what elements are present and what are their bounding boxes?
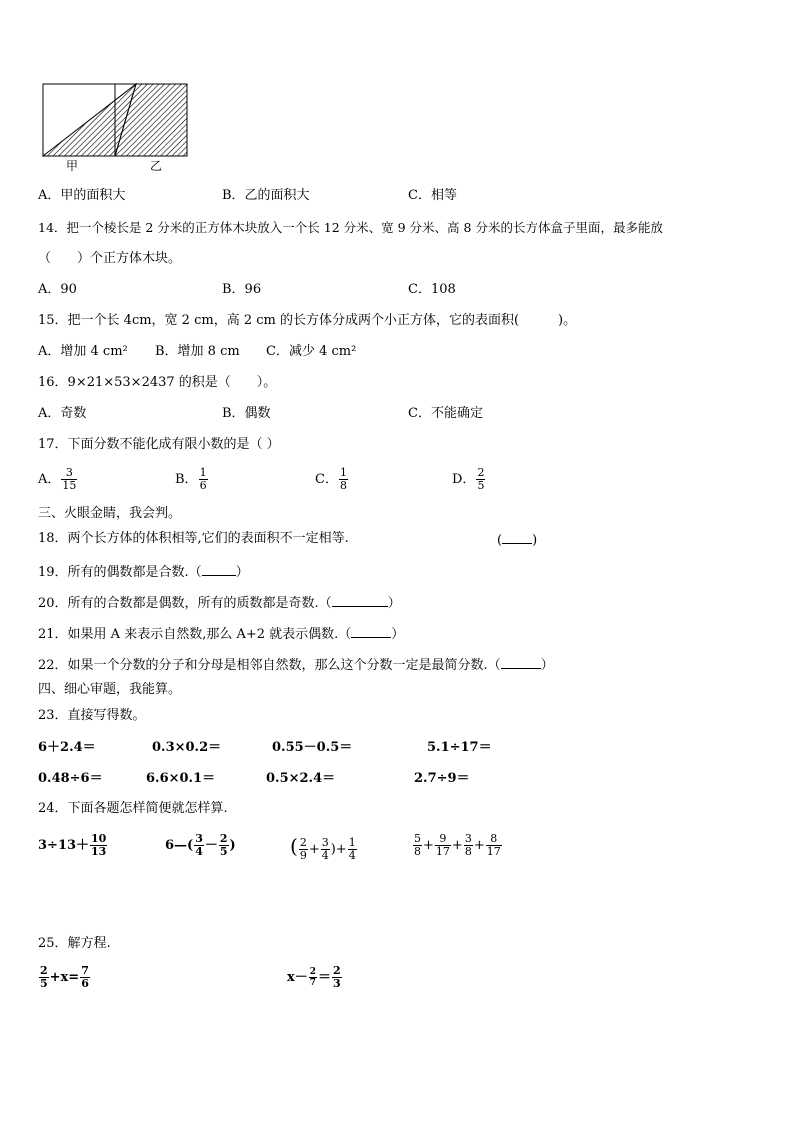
q14-text-1: 14．把一个棱长是 2 分米的正方体木块放入一个长 12 分米、宽 9 分米、高 8 分米的长方体盒子里面，最多能放: [38, 220, 663, 235]
q16-text: 16．9×21×53×2437 的积是（ ）。: [38, 375, 277, 390]
section-4-heading: 四、细心审题，我能算。: [38, 682, 182, 697]
q23-r1-c3: 0.55－0.5＝: [272, 740, 353, 755]
q17-option-a[interactable]: [38, 465, 78, 495]
area-figure: [38, 80, 198, 175]
q24-e3-frac-2: $\frac{3}{4}$: [321, 836, 329, 862]
q24-expr-3: ( $\frac{2}{9}$ + $\frac{3}{4}$ )+ $\frac{1}{4}$: [290, 834, 356, 862]
q24-e3-frac-3: $\frac{1}{4}$: [348, 836, 356, 862]
q17-option-c-fraction: $\frac{1}{8}$: [339, 466, 347, 492]
q13-option-c[interactable]: C．相等: [408, 188, 457, 203]
q23-r2-c3: 0.5×2.4＝: [266, 771, 336, 786]
q15-text: 15．把一个长 4cm，宽 2 cm，高 2 cm 的长方体分成两个小正方体，它的表面积( )。: [38, 313, 577, 328]
q14-text-2: （ ）个正方体木块。: [38, 251, 182, 266]
q24-e4-frac-3: $\frac{3}{8}$: [464, 832, 472, 858]
q23-r2-c2: 6.6×0.1＝: [146, 771, 216, 786]
q20-answer-blank[interactable]: [332, 594, 388, 607]
q14-option-a[interactable]: A．90: [38, 282, 77, 297]
q23-r2-c4: 2.7÷9＝: [414, 771, 470, 786]
q17-option-d-fraction: $\frac{2}{5}$: [477, 466, 485, 492]
q25-eq1-frac-1: $\frac{2}{5}$: [40, 964, 48, 990]
q21-answer-blank[interactable]: [351, 625, 391, 638]
q16-option-a[interactable]: A．奇数: [38, 406, 87, 421]
q13-option-a[interactable]: A．甲的面积大: [38, 188, 126, 203]
q16-option-b[interactable]: B．偶数: [222, 406, 271, 421]
q24-expr-2: 6—( $\frac{3}{4}$ － $\frac{2}{5}$ ): [165, 832, 236, 858]
q17-option-d-label: D．: [452, 472, 476, 487]
q24-expr-1: 3÷13＋ $\frac{10}{13}$: [38, 832, 107, 858]
q21-text: 21．如果用 A 来表示自然数,那么 A+2 就表示偶数.（ ）: [38, 627, 405, 642]
q25-eq1-frac-2: $\frac{7}{6}$: [81, 964, 89, 990]
q17-option-c[interactable]: [315, 465, 349, 495]
q19-answer-blank[interactable]: [202, 563, 236, 576]
q14-option-c[interactable]: C．108: [408, 282, 456, 297]
q24-e1-frac: $\frac{10}{13}$: [91, 832, 107, 858]
q15-option-c[interactable]: C．减少 4 cm²: [266, 344, 357, 359]
q20-text: 20．所有的合数都是偶数，所有的质数都是奇数.（ ）: [38, 596, 401, 611]
q24-expr-4: $\frac{5}{8}$ + $\frac{9}{17}$ + $\frac{3}{8}$ + $\frac{8}{17}$: [414, 832, 501, 858]
q25-equation-1: $\frac{2}{5}$ +x= $\frac{7}{6}$: [40, 964, 89, 990]
q25-equation-2: x－ $\frac{2}{7}$ ＝ $\frac{2}{3}$: [287, 964, 341, 990]
q23-title: 23．直接写得数。: [38, 708, 146, 723]
q24-e2-frac-1: $\frac{3}{4}$: [195, 832, 203, 858]
q17-option-a-fraction: $\frac{3}{15}$: [62, 466, 77, 492]
q24-e3-frac-1: $\frac{2}{9}$: [299, 836, 307, 862]
q19-text: 19．所有的偶数都是合数.（ ）: [38, 565, 249, 580]
q17-option-b[interactable]: [175, 465, 209, 495]
q23-r1-c4: 5.1÷17＝: [427, 740, 492, 755]
q17-text: 17．下面分数不能化成有限小数的是（ ）: [38, 437, 280, 452]
q25-eq2-frac-2: $\frac{2}{3}$: [333, 964, 341, 990]
q23-r2-c1: 0.48÷6＝: [38, 771, 103, 786]
label-jia: 甲: [66, 159, 79, 173]
q18-answer-blank[interactable]: ( ): [497, 533, 538, 548]
label-yi: 乙: [150, 159, 163, 173]
q15-option-a[interactable]: A．增加 4 cm²: [38, 344, 128, 359]
q22-answer-blank[interactable]: [501, 656, 541, 669]
q17-option-a-label: A．: [38, 472, 61, 487]
q23-r1-c1: 6＋2.4＝: [38, 740, 96, 755]
q22-text: 22．如果一个分数的分子和分母是相邻自然数，那么这个分数一定是最简分数.（ ）: [38, 658, 554, 673]
q18-text: 18．两个长方体的体积相等,它们的表面积不一定相等.: [38, 531, 349, 546]
q23-r1-c2: 0.3×0.2＝: [152, 740, 222, 755]
q13-option-b[interactable]: B．乙的面积大: [222, 188, 310, 203]
section-3-heading: 三、火眼金睛，我会判。: [38, 506, 182, 521]
q25-eq2-frac-1: $\frac{2}{7}$: [309, 967, 317, 988]
q25-title: 25．解方程.: [38, 936, 111, 951]
q24-e4-frac-4: $\frac{8}{17}$: [486, 832, 501, 858]
q24-e2-frac-2: $\frac{2}{5}$: [219, 832, 228, 858]
q15-option-b[interactable]: B．增加 8 cm: [155, 344, 240, 359]
q24-e4-frac-2: $\frac{9}{17}$: [435, 832, 450, 858]
q17-option-d[interactable]: [452, 465, 486, 495]
q17-option-b-label: B．: [175, 472, 198, 487]
q17-option-c-label: C．: [315, 472, 338, 487]
q17-option-b-fraction: $\frac{1}{6}$: [199, 466, 207, 492]
q24-title: 24．下面各题怎样简便就怎样算.: [38, 801, 228, 816]
q16-option-c[interactable]: C．不能确定: [408, 406, 483, 421]
q24-e4-frac-1: $\frac{5}{8}$: [414, 832, 421, 858]
q14-option-b[interactable]: B．96: [222, 282, 262, 297]
